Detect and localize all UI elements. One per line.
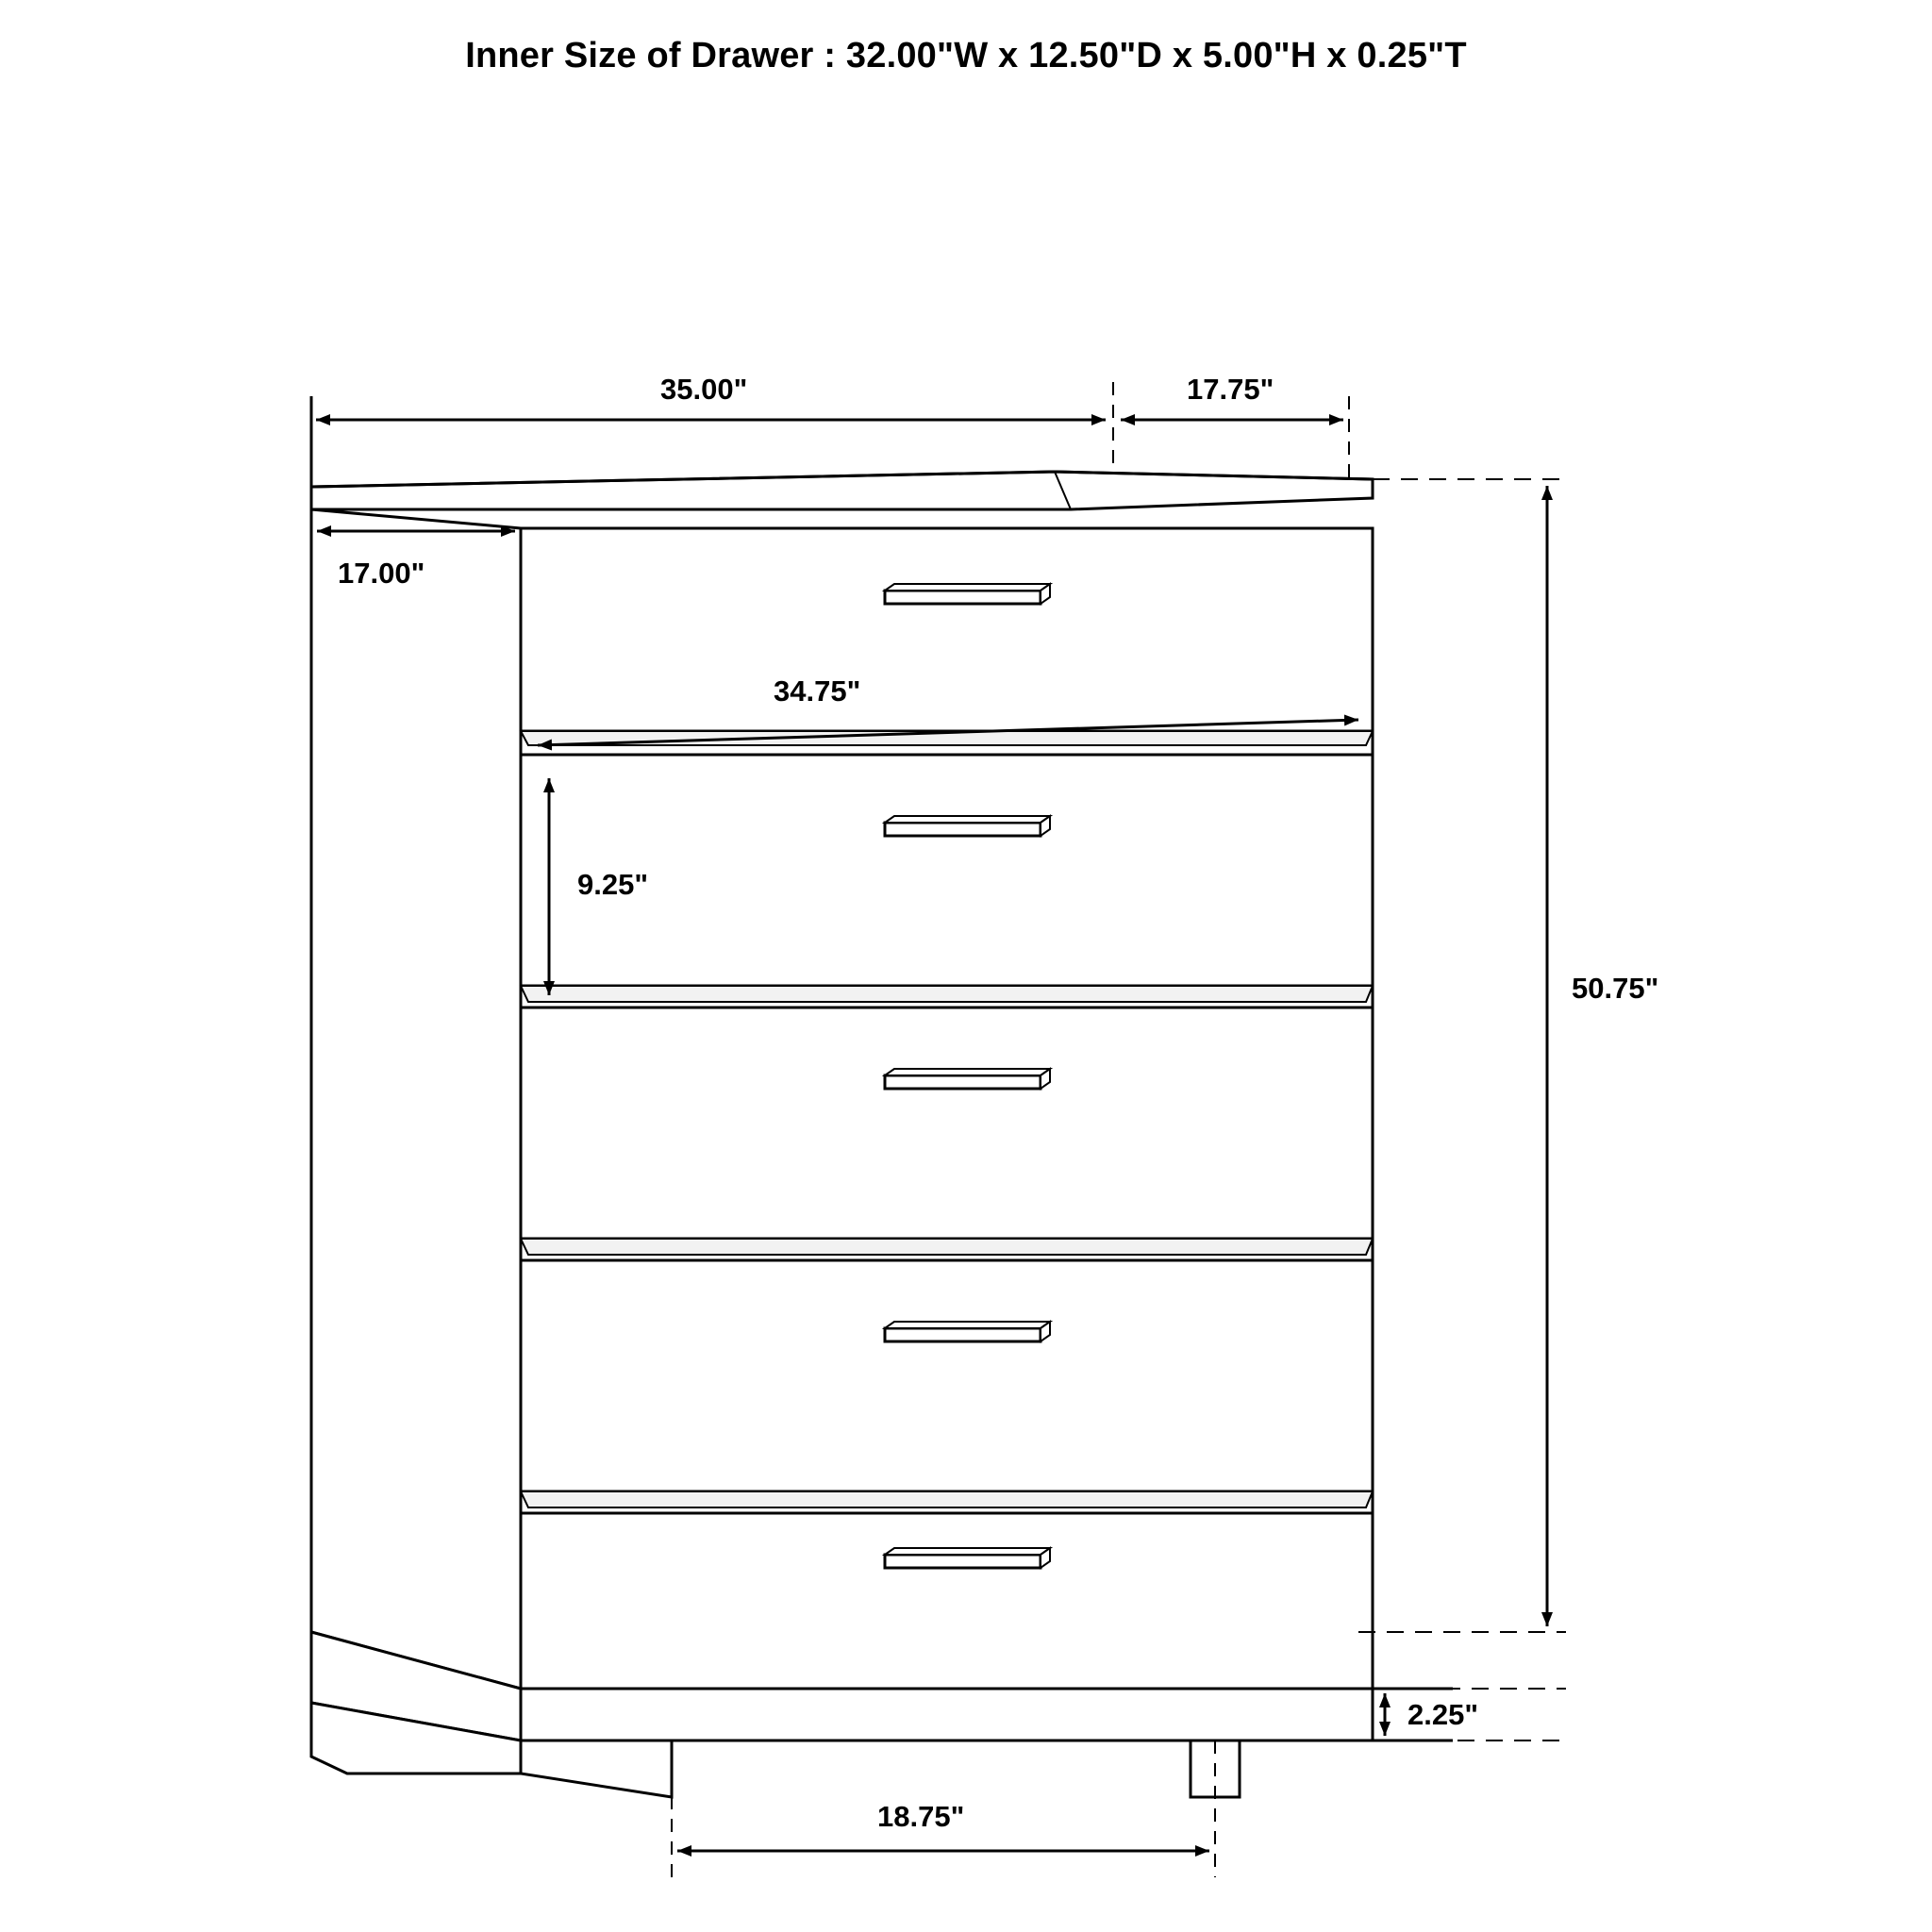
drawer-5[interactable] [521, 1513, 1373, 1689]
dimension-drawer-height: 9.25" [577, 868, 649, 901]
dimension-side-depth: 17.00" [338, 557, 425, 590]
drawer-3[interactable] [521, 1008, 1373, 1255]
dimension-total-height: 50.75" [1572, 972, 1659, 1005]
drawer-handle[interactable] [885, 823, 1041, 836]
drawer-handle[interactable] [885, 1075, 1041, 1089]
dimension-drawer-inner-width: 34.75" [774, 675, 861, 708]
drawer-handle[interactable] [885, 1328, 1041, 1341]
drawer-2[interactable] [521, 755, 1373, 1002]
dimension-foot-span: 18.75" [877, 1800, 965, 1833]
top-panel [311, 472, 1373, 509]
drawer-1[interactable] [521, 528, 1373, 745]
chest-body [311, 472, 1373, 1797]
dimension-base-height: 2.25" [1407, 1698, 1479, 1731]
drawer-handle[interactable] [885, 591, 1041, 604]
page-title: Inner Size of Drawer : 32.00"W x 12.50"D x 5.00"H x 0.25"T [465, 36, 1467, 75]
dimension-front-width: 35.00" [660, 373, 748, 406]
left-side-panel [311, 509, 521, 1689]
drawer-4[interactable] [521, 1260, 1373, 1507]
dimension-side-depth-top: 17.75" [1187, 373, 1274, 406]
drawer-handle[interactable] [885, 1555, 1041, 1568]
